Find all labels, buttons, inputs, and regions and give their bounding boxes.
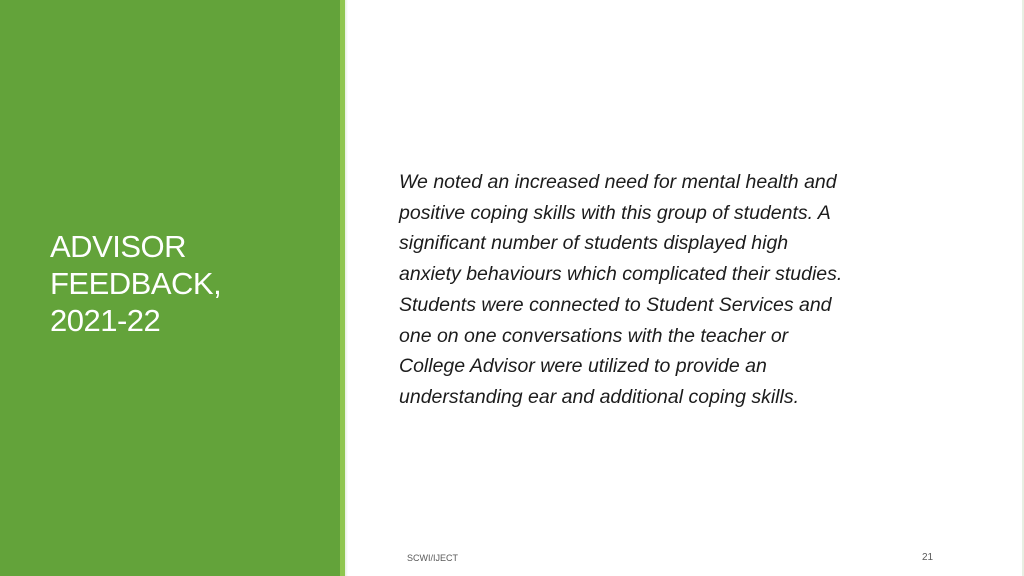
slide-title [50, 228, 330, 339]
quote-line-1: We noted an increased need for mental health and [399, 171, 837, 193]
feedback-quote [399, 167, 959, 413]
quote-line-5: Students were connected to Student Services and [399, 293, 832, 316]
quote-line-8: understanding ear and additional coping skills. [399, 385, 800, 408]
title-line-1: ADVISOR [50, 229, 187, 264]
footer-label: SCWI/IJECT [407, 553, 458, 563]
title-line-2: FEEDBACK, [50, 266, 222, 301]
quote-line-3: significant number of students displayed high [399, 232, 789, 255]
quote-line-4: anxiety behaviours which complicated their studies. [399, 263, 843, 286]
quote-line-7: College Advisor were utilized to provide an [399, 355, 767, 378]
page-number: 21 [922, 552, 934, 563]
quote-line-6: one on one conversations with the teacher or [399, 324, 789, 347]
accent-shadow [345, 0, 348, 576]
quote-line-2: positive coping skills with this group of students. A [399, 201, 831, 224]
title-line-3: 2021-22 [50, 303, 161, 338]
